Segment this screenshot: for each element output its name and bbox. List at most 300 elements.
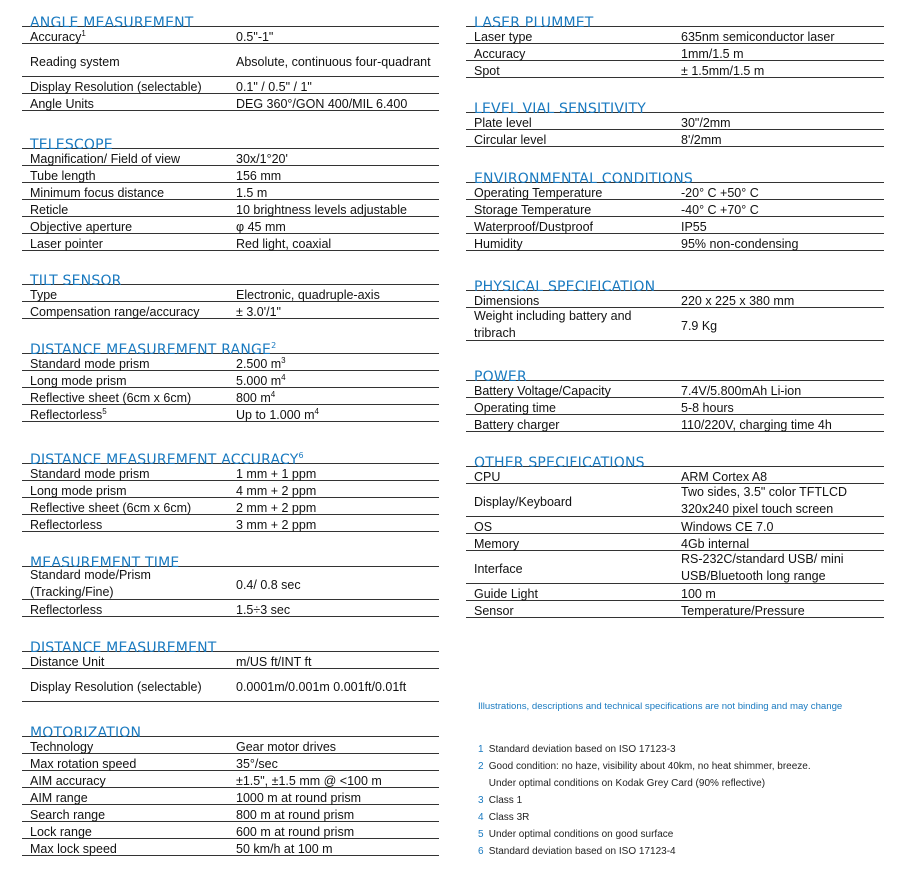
footnote-text: Standard deviation based on ISO 17123-4 xyxy=(488,846,676,857)
spec-value xyxy=(228,354,439,371)
spec-row xyxy=(22,822,439,839)
spec-row xyxy=(22,737,439,754)
spec-value xyxy=(673,517,884,534)
footnote-number: 4 xyxy=(478,812,484,823)
spec-label xyxy=(466,183,673,200)
spec-value xyxy=(228,285,439,302)
section-title-text: MOTORIZATION xyxy=(30,725,142,741)
spec-row xyxy=(466,183,884,200)
spec-value-text: 635nm semiconductor laser xyxy=(681,29,835,44)
spec-label xyxy=(22,388,228,405)
section-tilt-sensor xyxy=(22,268,439,319)
spec-value xyxy=(228,677,439,694)
footnote xyxy=(478,775,888,792)
spec-value-text: -40° C +70° C xyxy=(681,202,759,217)
spec-label-text: CPU xyxy=(474,469,501,484)
spec-row xyxy=(466,234,884,251)
spec-value xyxy=(673,183,884,200)
spec-label-text: Reflectorless xyxy=(30,602,103,617)
spec-row xyxy=(466,467,884,484)
spec-value xyxy=(228,805,439,822)
section-title xyxy=(22,720,439,741)
spec-value xyxy=(673,534,884,551)
section-other-specifications xyxy=(466,450,884,618)
spec-value-text: Absolute, continuous four-quadrant xyxy=(236,54,431,69)
footnote xyxy=(478,826,888,843)
spec-label xyxy=(466,398,673,415)
spec-row xyxy=(466,217,884,234)
spec-value-text: 50 km/h at 100 m xyxy=(236,841,333,856)
spec-value xyxy=(228,388,439,405)
footnote xyxy=(478,809,888,826)
spec-label-text: Display/Keyboard xyxy=(474,494,572,509)
section-environmental-conditions xyxy=(466,166,884,251)
spec-value-text: 30x/1°20' xyxy=(236,151,288,166)
spec-label xyxy=(22,217,228,234)
spec-label xyxy=(22,805,228,822)
section-title xyxy=(466,96,884,117)
section-telescope xyxy=(22,132,439,251)
spec-row xyxy=(22,567,439,600)
section-laser-plummet xyxy=(466,10,884,78)
spec-value xyxy=(228,600,439,617)
spec-value xyxy=(673,200,884,217)
spec-label-text: Reflectorless xyxy=(30,407,103,422)
spec-row xyxy=(22,302,439,319)
spec-value-text: ± 3.0'/1" xyxy=(236,304,281,319)
spec-label xyxy=(466,601,673,618)
spec-row xyxy=(22,234,439,251)
spec-row xyxy=(466,27,884,44)
spec-row xyxy=(22,285,439,302)
spec-value xyxy=(228,652,439,669)
spec-value-text: Electronic, quadruple-axis xyxy=(236,287,380,302)
spec-label xyxy=(22,677,228,694)
section-title-text: ANGLE MEASUREMENT xyxy=(30,15,194,31)
spec-value xyxy=(228,234,439,251)
spec-label-text: Dimensions xyxy=(474,293,540,308)
spec-label xyxy=(22,568,228,599)
spec-label xyxy=(22,200,228,217)
spec-value-text: -20° C +50° C xyxy=(681,185,759,200)
spec-label-text: Operating Temperature xyxy=(474,185,603,200)
section-distance-measurement-accuracy xyxy=(22,447,439,532)
spec-label-text: Waterproof/Dustproof xyxy=(474,219,594,234)
spec-value-text: 5-8 hours xyxy=(681,400,734,415)
spec-label-text: Compensation range/accuracy xyxy=(30,304,200,319)
footnote-marker: 6 xyxy=(298,451,304,460)
spec-row xyxy=(466,534,884,551)
spec-label-text: Standard mode prism xyxy=(30,466,150,481)
spec-row xyxy=(22,183,439,200)
footnote-text: Class 3R xyxy=(488,812,530,823)
spec-row xyxy=(466,113,884,130)
spec-label-text: Plate level xyxy=(474,115,532,130)
spec-value xyxy=(673,398,884,415)
spec-label-text: OS xyxy=(474,519,493,534)
spec-label-text: Interface xyxy=(474,561,523,576)
spec-label xyxy=(22,94,228,111)
section-title-text: PHYSICAL SPECIFICATION xyxy=(474,279,656,295)
spec-label xyxy=(466,113,673,130)
spec-value-text: ±1.5", ±1.5 mm @ <100 m xyxy=(236,773,382,788)
spec-row xyxy=(22,464,439,481)
spec-label-text: Standard mode/Prism (Tracking/Fine) xyxy=(30,567,151,599)
footnote-text: Under optimal conditions on good surface xyxy=(488,829,674,840)
footnote-number: 1 xyxy=(478,744,484,755)
spec-label-text: Max lock speed xyxy=(30,841,117,856)
spec-value-text: 10 brightness levels adjustable xyxy=(236,202,407,217)
spec-label xyxy=(22,166,228,183)
spec-row xyxy=(466,517,884,534)
footnote-number: 6 xyxy=(478,846,484,857)
spec-value-text: 1.5÷3 sec xyxy=(236,602,291,617)
spec-label xyxy=(22,234,228,251)
spec-label-text: AIM range xyxy=(30,790,88,805)
spec-value xyxy=(673,467,884,484)
spec-value xyxy=(228,515,439,532)
spec-label-text: Spot xyxy=(474,63,500,78)
spec-value xyxy=(228,217,439,234)
spec-label-text: Battery charger xyxy=(474,417,560,432)
spec-label-text: Angle Units xyxy=(30,96,94,111)
footnote-marker: 4 xyxy=(314,406,319,416)
spec-value-text: 35°/sec xyxy=(236,756,278,771)
spec-value xyxy=(228,77,439,94)
spec-label xyxy=(22,371,228,388)
section-title-text: DISTANCE MEASUREMENT ACCURACY xyxy=(30,452,299,468)
spec-row xyxy=(466,601,884,618)
spec-value-text: IP55 xyxy=(681,219,707,234)
section-title-text: LEVEL VIAL SENSITIVITY xyxy=(474,101,646,117)
spec-row xyxy=(22,94,439,111)
spec-row xyxy=(22,388,439,405)
footnote xyxy=(478,758,888,775)
spec-row xyxy=(466,398,884,415)
spec-value xyxy=(673,601,884,618)
section-physical-specification xyxy=(466,274,884,341)
spec-label xyxy=(466,559,673,576)
spec-value-text: 1mm/1.5 m xyxy=(681,46,744,61)
spec-label xyxy=(466,534,673,551)
footnote-number: 2 xyxy=(478,761,484,772)
spec-row xyxy=(466,381,884,398)
spec-label-text: Humidity xyxy=(474,236,523,251)
spec-label-text: Weight including battery and tribrach xyxy=(474,308,632,340)
spec-row xyxy=(22,652,439,669)
spec-value-text: 2 mm + 2 ppm xyxy=(236,500,317,515)
spec-value-text: Gear motor drives xyxy=(236,739,337,754)
footnote xyxy=(478,843,888,860)
spec-label xyxy=(22,464,228,481)
spec-value-text: 4Gb internal xyxy=(681,536,750,551)
spec-label xyxy=(22,149,228,166)
spec-value xyxy=(673,61,884,78)
spec-label-text: Memory xyxy=(474,536,520,551)
spec-label-text: Reflective sheet (6cm x 6cm) xyxy=(30,500,192,515)
spec-value-text: 220 x 225 x 380 mm xyxy=(681,293,795,308)
spec-row xyxy=(22,669,439,702)
spec-label-text: Standard mode prism xyxy=(30,356,150,371)
section-motorization xyxy=(22,720,439,856)
spec-label-text: Long mode prism xyxy=(30,373,127,388)
spec-row xyxy=(22,498,439,515)
spec-label-text: Reflective sheet (6cm x 6cm) xyxy=(30,390,192,405)
section-title xyxy=(466,166,884,187)
spec-value-text: 1 mm + 1 ppm xyxy=(236,466,317,481)
spec-row xyxy=(466,291,884,308)
spec-label-text: Accuracy xyxy=(30,29,82,44)
spec-row xyxy=(466,551,884,584)
spec-value-text: 800 m at round prism xyxy=(236,807,355,822)
spec-value xyxy=(673,584,884,601)
spec-label-text: Operating time xyxy=(474,400,556,415)
spec-label xyxy=(22,302,228,319)
spec-row xyxy=(22,805,439,822)
spec-row xyxy=(22,754,439,771)
spec-label-text: AIM accuracy xyxy=(30,773,106,788)
disclaimer: Illustrations, descriptions and technical specifications are not binding and may change xyxy=(478,701,843,712)
section-level-vial-sensitivity xyxy=(466,96,884,147)
spec-value xyxy=(228,94,439,111)
spec-value xyxy=(673,113,884,130)
spec-label xyxy=(466,200,673,217)
spec-label xyxy=(22,515,228,532)
spec-label xyxy=(22,498,228,515)
spec-value xyxy=(228,149,439,166)
spec-row xyxy=(22,149,439,166)
spec-label xyxy=(22,822,228,839)
spec-value xyxy=(673,316,884,333)
spec-value-text: 0.1" / 0.5" / 1" xyxy=(236,79,312,94)
section-title-text: LASER PLUMMET xyxy=(474,15,594,31)
spec-value xyxy=(673,217,884,234)
spec-value xyxy=(228,405,439,422)
section-title-text: TELESCOPE xyxy=(30,137,113,153)
spec-value-text: 110/220V, charging time 4h xyxy=(681,417,832,432)
section-title xyxy=(466,450,884,471)
spec-label-text: Guide Light xyxy=(474,586,538,601)
spec-value-text: 5.000 m xyxy=(236,373,282,388)
section-title-text: OTHER SPECIFICATIONS xyxy=(474,455,645,471)
spec-label-text: Objective aperture xyxy=(30,219,133,234)
spec-row xyxy=(22,27,439,44)
spec-label-text: Type xyxy=(30,287,58,302)
spec-value xyxy=(228,737,439,754)
spec-value-text: 1.5 m xyxy=(236,185,268,200)
spec-label xyxy=(22,77,228,94)
section-title-text: TILT SENSOR xyxy=(30,273,122,289)
spec-label-text: Reticle xyxy=(30,202,69,217)
spec-label xyxy=(22,771,228,788)
spec-value-text: 7.9 Kg xyxy=(681,318,718,333)
section-title xyxy=(466,364,884,385)
spec-value-text: DEG 360°/GON 400/MIL 6.400 xyxy=(236,96,408,111)
section-title xyxy=(22,10,439,31)
spec-label-text: Max rotation speed xyxy=(30,756,137,771)
spec-label xyxy=(466,27,673,44)
spec-label xyxy=(22,754,228,771)
footnote xyxy=(478,792,888,809)
spec-value-text: m/US ft/INT ft xyxy=(236,654,312,669)
spec-label xyxy=(22,354,228,371)
spec-label-text: Lock range xyxy=(30,824,92,839)
spec-value xyxy=(228,839,439,856)
spec-value-text: Red light, coaxial xyxy=(236,236,332,251)
spec-label xyxy=(22,183,228,200)
spec-row xyxy=(22,371,439,388)
footnote-text: Standard deviation based on ISO 17123-3 xyxy=(488,744,676,755)
footnote xyxy=(478,741,888,758)
section-title xyxy=(22,635,439,656)
spec-value-text: 100 m xyxy=(681,586,716,601)
section-title xyxy=(22,268,439,289)
spec-label-text: Reflectorless xyxy=(30,517,103,532)
section-title xyxy=(22,337,439,358)
spec-label xyxy=(22,839,228,856)
spec-value-text: Temperature/Pressure xyxy=(681,603,805,618)
spec-label-text: Technology xyxy=(30,739,94,754)
spec-label-text: Tube length xyxy=(30,168,96,183)
spec-label-text: Sensor xyxy=(474,603,514,618)
section-title-text: DISTANCE MEASUREMENT RANGE xyxy=(30,342,272,358)
spec-label-text: Search range xyxy=(30,807,106,822)
spec-value xyxy=(228,464,439,481)
spec-label xyxy=(22,27,228,44)
spec-value xyxy=(228,200,439,217)
spec-value xyxy=(228,575,439,592)
footnote-text: Class 1 xyxy=(488,795,523,806)
spec-label xyxy=(466,217,673,234)
section-title-text: ENVIRONMENTAL CONDITIONS xyxy=(474,171,693,187)
spec-value-text: 0.5"-1" xyxy=(236,29,274,44)
footnotes xyxy=(478,741,888,860)
spec-label xyxy=(22,285,228,302)
spec-label xyxy=(466,130,673,147)
spec-value-text: Two sides, 3.5" color TFTLCD 320x240 pixel touch screen xyxy=(681,484,848,516)
spec-label xyxy=(22,52,228,69)
footnote-text: Under optimal conditions on Kodak Grey Card (90% reflective) xyxy=(488,778,766,789)
spec-label xyxy=(22,788,228,805)
spec-label-text: Long mode prism xyxy=(30,483,127,498)
spec-row xyxy=(466,415,884,432)
section-title xyxy=(466,274,884,295)
spec-row xyxy=(22,354,439,371)
section-measurement-time xyxy=(22,550,439,617)
spec-value-text: 8'/2mm xyxy=(681,132,722,147)
section-title-text: MEASUREMENT TIME xyxy=(30,555,180,571)
spec-value-text: φ 45 mm xyxy=(236,219,286,234)
spec-label-text: Accuracy xyxy=(474,46,526,61)
footnote-marker: 2 xyxy=(271,341,277,350)
spec-value xyxy=(673,130,884,147)
spec-label xyxy=(22,481,228,498)
spec-value-text: RS-232C/standard USB/ mini USB/Bluetooth long range xyxy=(681,551,844,583)
section-distance-measurement-range xyxy=(22,337,439,422)
spec-value-text: ± 1.5mm/1.5 m xyxy=(681,63,765,78)
spec-value xyxy=(228,498,439,515)
spec-label xyxy=(466,381,673,398)
spec-row xyxy=(22,44,439,77)
spec-label xyxy=(466,415,673,432)
spec-row xyxy=(22,481,439,498)
footnote-marker: 5 xyxy=(102,406,107,416)
spec-label xyxy=(22,600,228,617)
spec-value-text: 0.0001m/0.001m 0.001ft/0.01ft xyxy=(236,679,407,694)
spec-row xyxy=(22,217,439,234)
spec-value xyxy=(228,183,439,200)
spec-value-text: Up to 1.000 m xyxy=(236,407,315,422)
spec-value-text: 3 mm + 2 ppm xyxy=(236,517,317,532)
spec-value-text: 30"/2mm xyxy=(681,115,731,130)
spec-row xyxy=(22,515,439,532)
spec-label-text: Display Resolution (selectable) xyxy=(30,79,202,94)
spec-label-text: Laser type xyxy=(474,29,533,44)
section-title-text: POWER xyxy=(474,369,527,385)
footnote-number: 3 xyxy=(478,795,484,806)
spec-value xyxy=(228,302,439,319)
spec-value xyxy=(228,788,439,805)
spec-label xyxy=(466,584,673,601)
spec-row xyxy=(22,77,439,94)
spec-value-text: 800 m xyxy=(236,390,271,405)
spec-value xyxy=(673,291,884,308)
spec-value-text: Windows CE 7.0 xyxy=(681,519,774,534)
footnote-number: 5 xyxy=(478,829,484,840)
spec-value xyxy=(228,52,439,69)
spec-row xyxy=(466,44,884,61)
spec-value-text: ARM Cortex A8 xyxy=(681,469,768,484)
spec-label-text: Battery Voltage/Capacity xyxy=(474,383,611,398)
spec-value-text: 95% non-condensing xyxy=(681,236,799,251)
section-title xyxy=(466,10,884,31)
spec-row xyxy=(466,308,884,341)
spec-label xyxy=(466,309,673,340)
spec-value xyxy=(228,166,439,183)
spec-value xyxy=(673,234,884,251)
spec-value xyxy=(228,371,439,388)
spec-label xyxy=(466,44,673,61)
spec-row xyxy=(466,61,884,78)
spec-label-text: Reading system xyxy=(30,54,120,69)
spec-row xyxy=(22,771,439,788)
spec-label-text: Display Resolution (selectable) xyxy=(30,679,202,694)
spec-row xyxy=(466,584,884,601)
spec-value-text: 1000 m at round prism xyxy=(236,790,362,805)
spec-label-text: Laser pointer xyxy=(30,236,103,251)
footnote-marker: 4 xyxy=(270,389,276,399)
spec-value xyxy=(673,44,884,61)
spec-row xyxy=(22,200,439,217)
spec-label-text: Circular level xyxy=(474,132,547,147)
footnote-marker: 1 xyxy=(81,28,86,38)
spec-value xyxy=(228,771,439,788)
spec-label xyxy=(466,467,673,484)
section-title xyxy=(22,447,439,468)
spec-label-text: Magnification/ Field of view xyxy=(30,151,181,166)
spec-row xyxy=(466,200,884,217)
spec-label xyxy=(466,517,673,534)
spec-label xyxy=(466,492,673,509)
spec-label xyxy=(466,61,673,78)
section-power xyxy=(466,364,884,432)
spec-label-text: Distance Unit xyxy=(30,654,105,669)
spec-row xyxy=(466,484,884,517)
spec-value-text: 4 mm + 2 ppm xyxy=(236,483,317,498)
spec-value xyxy=(228,822,439,839)
spec-value-text: 7.4V/5.800mAh Li-ion xyxy=(681,383,802,398)
spec-row xyxy=(466,130,884,147)
